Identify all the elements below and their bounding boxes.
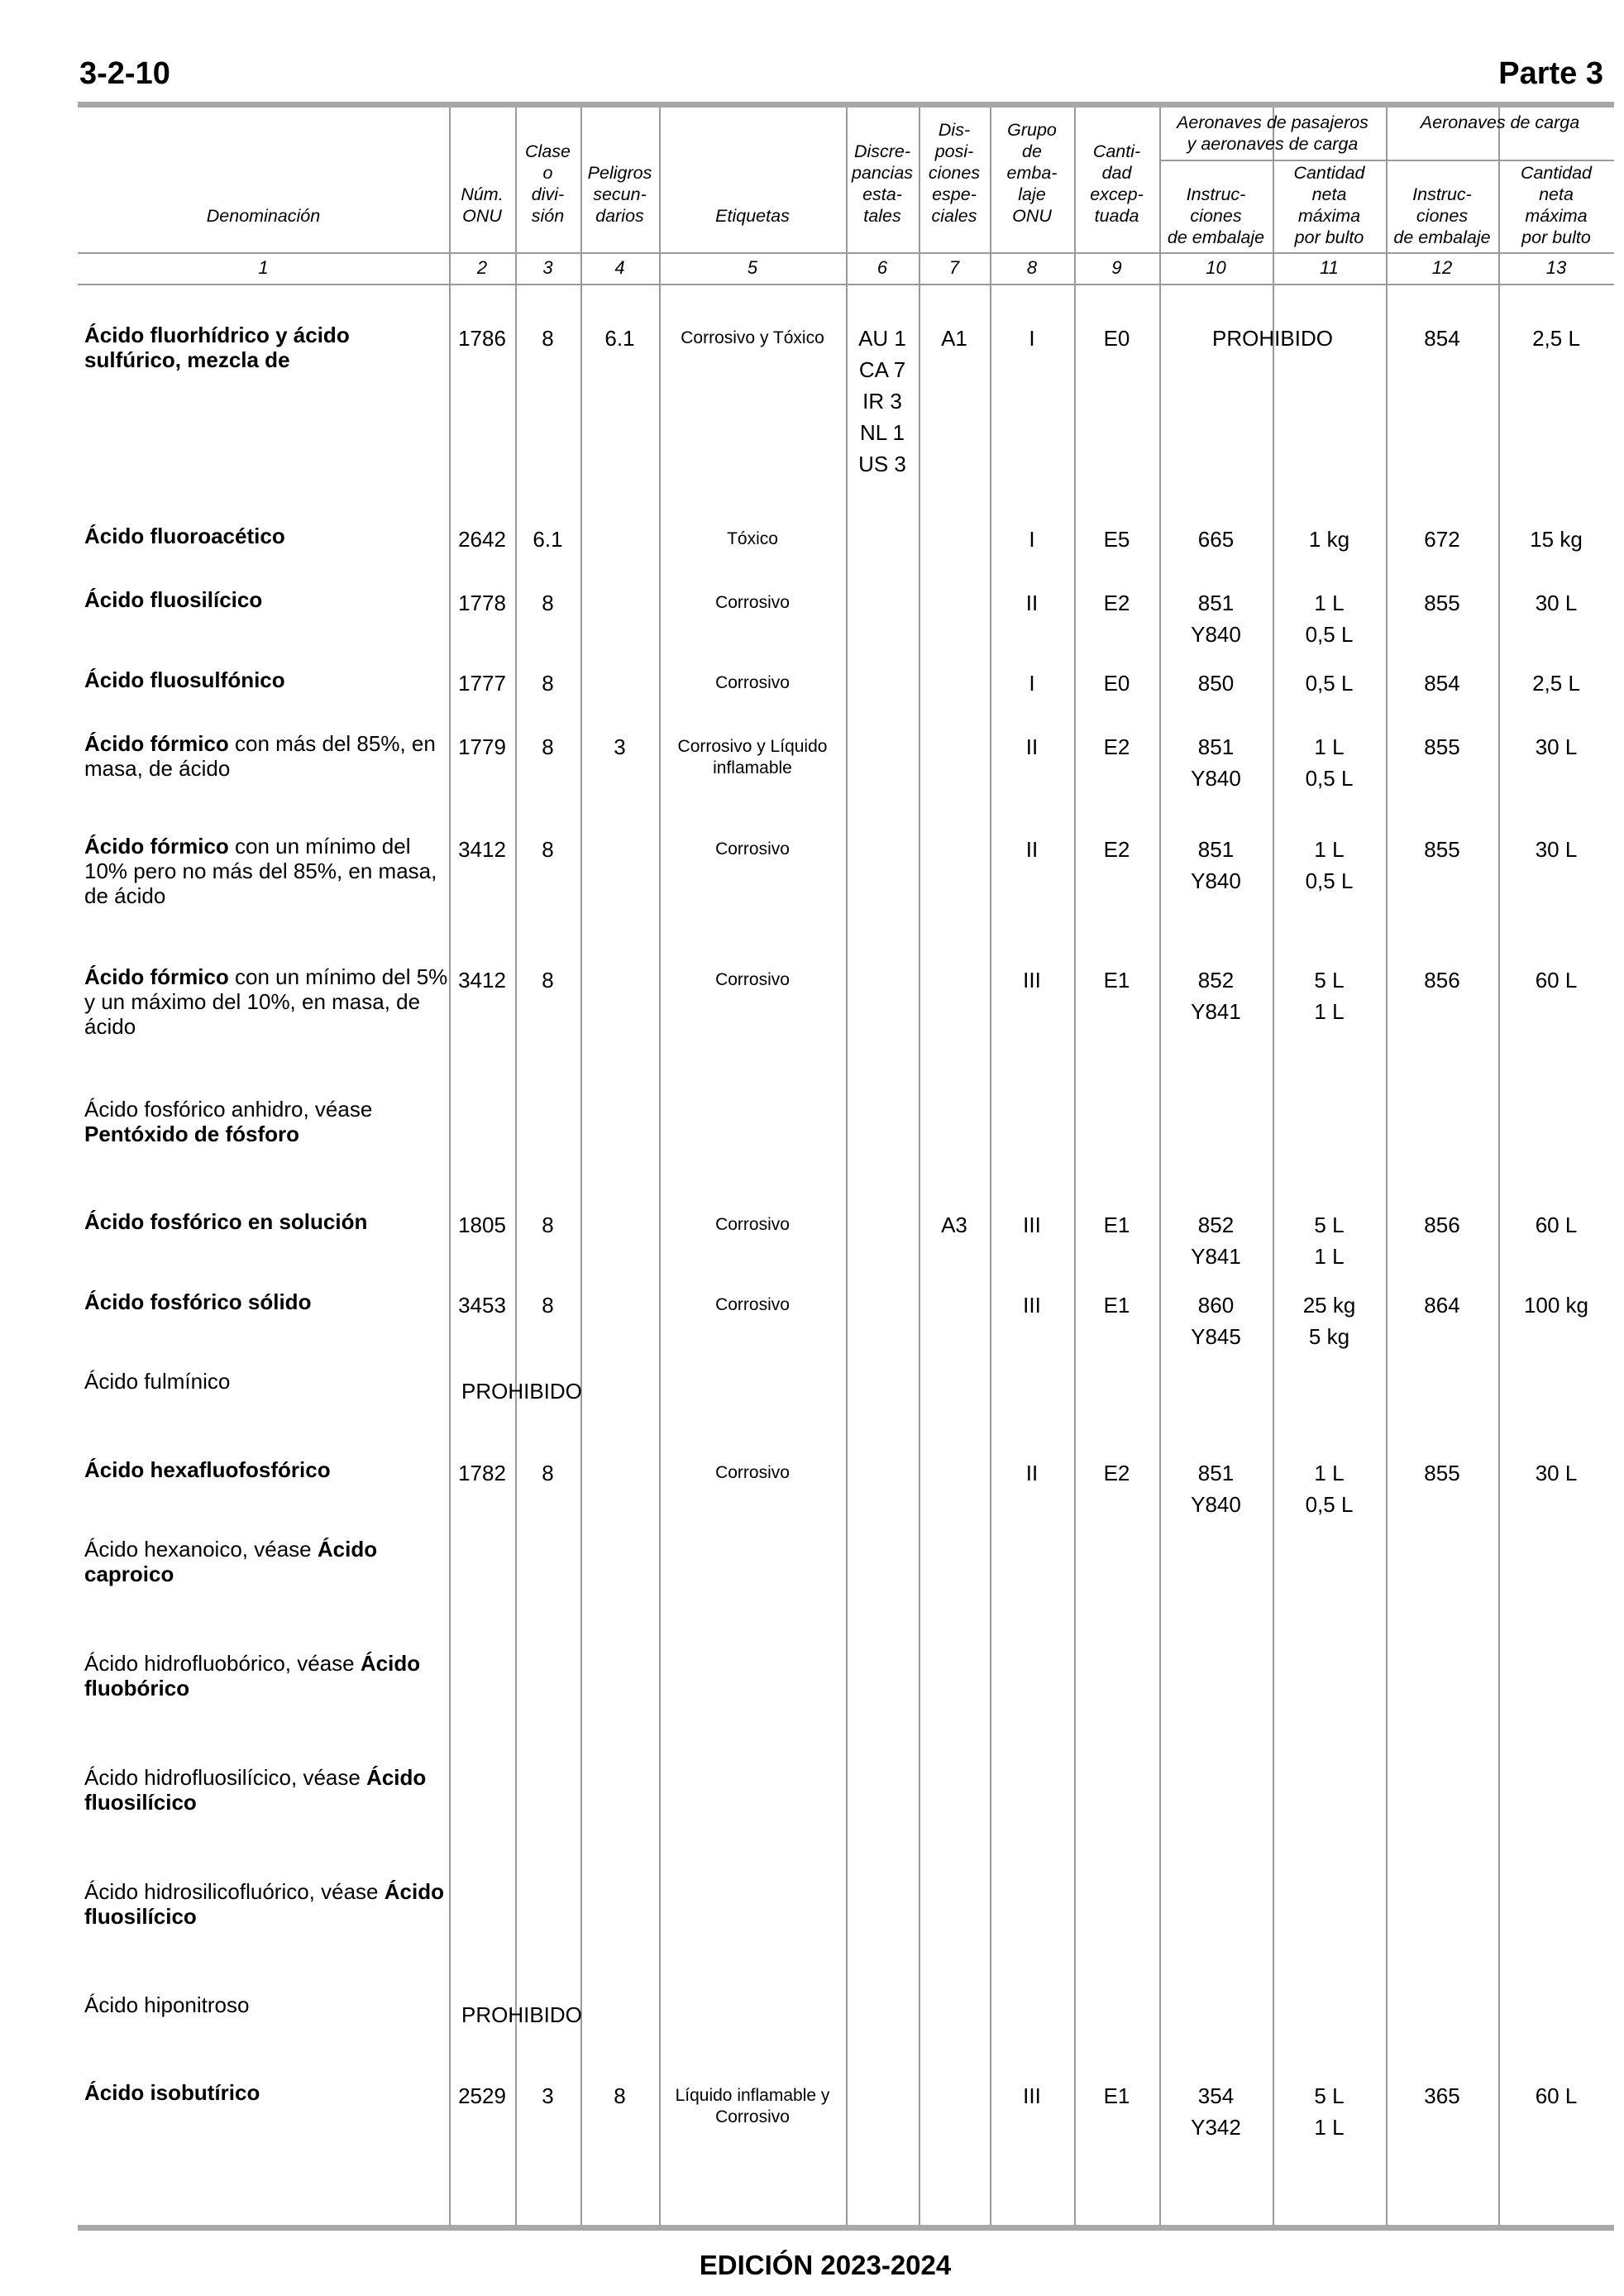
un-number: 3412 <box>458 968 506 993</box>
subsidiary-hazard: 8 <box>614 2083 626 2108</box>
row-name: Ácido hexafluofosfórico <box>84 1457 331 1482</box>
header-disposiciones: Dis- posi- ciones espe- ciales <box>928 120 981 226</box>
header-pax-instrucciones: Instruc- ciones de embalaje <box>1167 184 1265 247</box>
column-number: 8 <box>1026 257 1038 278</box>
pax-instruction: 851 Y840 <box>1191 837 1241 893</box>
labels: Tóxico <box>727 529 778 548</box>
cargo-quantity: 30 L <box>1535 1461 1578 1485</box>
header-denominacion: Denominación <box>206 206 321 226</box>
cargo-instruction: 855 <box>1424 591 1460 615</box>
row-name: Ácido fórmico con más del 85%, en masa, de ácido <box>84 731 436 781</box>
class: 8 <box>542 326 554 351</box>
packing-group: III <box>1023 1293 1041 1318</box>
group-header-rule <box>1159 160 1614 161</box>
un-number: 1805 <box>458 1213 506 1237</box>
row-name: Ácido fosfórico anhidro, véase Pentóxido de fósforo <box>84 1097 373 1146</box>
excepted-quantity: E1 <box>1103 1293 1130 1318</box>
class: 8 <box>542 671 554 696</box>
column-number: 2 <box>476 257 488 278</box>
edition-footer: EDICIÓN 2023-2024 <box>699 2250 952 2280</box>
dangerous-goods-table <box>78 108 1614 2225</box>
class: 8 <box>542 968 554 993</box>
col-divider <box>580 108 582 2225</box>
un-number: 1779 <box>458 734 506 759</box>
col-divider <box>1273 108 1274 2225</box>
pax-instruction: 851 Y840 <box>1191 1461 1241 1517</box>
labels: Corrosivo <box>715 1463 790 1482</box>
class: 8 <box>542 1461 554 1485</box>
labels: Corrosivo <box>715 673 790 692</box>
un-number: 1777 <box>458 671 506 696</box>
cargo-quantity: 2,5 L <box>1532 671 1580 696</box>
cargo-instruction: 856 <box>1424 1213 1460 1237</box>
labels: Corrosivo <box>715 1215 790 1234</box>
class: 6.1 <box>533 527 563 552</box>
header-cargo-cantidad: Cantidad neta máxima por bulto <box>1520 163 1593 247</box>
cargo-quantity: 15 kg <box>1530 527 1583 552</box>
column-number: 5 <box>747 257 758 278</box>
row-name: Ácido fosfórico en solución <box>84 1209 368 1234</box>
pax-quantity: 1 L 0,5 L <box>1305 1461 1354 1517</box>
class: 8 <box>542 591 554 615</box>
column-number: 12 <box>1431 257 1453 278</box>
cargo-quantity: 30 L <box>1535 591 1578 615</box>
column-number: 1 <box>258 257 269 278</box>
column-number: 6 <box>876 257 888 278</box>
column-number: 4 <box>614 257 625 278</box>
cargo-quantity: 60 L <box>1535 1213 1578 1237</box>
header-rule <box>78 252 1614 254</box>
excepted-quantity: E0 <box>1103 326 1130 351</box>
row-name: Ácido fluosulfónico <box>84 667 285 692</box>
row-name: Ácido hexanoico, véase Ácido caproico <box>84 1537 378 1586</box>
cargo-quantity: 30 L <box>1535 734 1578 759</box>
column-number: 13 <box>1545 257 1567 278</box>
cargo-quantity: 2,5 L <box>1532 326 1580 351</box>
pax-quantity: 5 L 1 L <box>1314 2083 1345 2140</box>
labels: Corrosivo y Tóxico <box>681 328 824 347</box>
row-name: Ácido isobutírico <box>84 2080 260 2105</box>
row-name: Ácido fórmico con un mínimo del 10% pero no más del 85%, en masa, de ácido <box>84 834 437 908</box>
subsidiary-hazard: 3 <box>614 734 626 759</box>
col-divider <box>659 108 661 2225</box>
pax-quantity: 1 kg <box>1308 527 1350 552</box>
header-peligros: Peligros secun- darios <box>587 163 652 226</box>
row-name: Ácido hiponitroso <box>84 1992 250 2017</box>
column-number: 7 <box>948 257 960 278</box>
packing-group: II <box>1025 734 1039 759</box>
pax-instruction: 860 Y845 <box>1191 1293 1241 1349</box>
class: 8 <box>542 734 554 759</box>
class: 8 <box>542 1293 554 1318</box>
header-carga-group: Aeronaves de carga <box>1420 112 1580 132</box>
packing-group: I <box>1029 326 1035 351</box>
excepted-quantity: E2 <box>1103 1461 1130 1485</box>
excepted-quantity: E2 <box>1103 734 1130 759</box>
header-etiquetas: Etiquetas <box>715 206 790 226</box>
header-cargo-instrucciones: Instruc- ciones de embalaje <box>1393 184 1491 247</box>
cargo-instruction: 854 <box>1424 671 1460 696</box>
cargo-quantity: 60 L <box>1535 2083 1578 2108</box>
row-name: Ácido fórmico con un mínimo del 5% y un máximo del 10%, en masa, de ácido <box>84 964 448 1039</box>
packing-group: II <box>1025 1461 1039 1485</box>
labels: Líquido inflamable y Corrosivo <box>675 2086 830 2126</box>
packing-group: I <box>1029 527 1035 552</box>
cargo-instruction: 365 <box>1424 2083 1460 2108</box>
packing-group: III <box>1023 2083 1041 2108</box>
labels: Corrosivo y Líquido inflamable <box>677 737 828 777</box>
col-divider <box>919 108 920 2225</box>
header-num-onu: Núm. ONU <box>461 184 504 226</box>
cargo-instruction: 855 <box>1424 1461 1460 1485</box>
cargo-instruction: 672 <box>1424 527 1460 552</box>
row-name: Ácido fluoroacético <box>84 524 285 548</box>
pax-quantity: 5 L 1 L <box>1314 1213 1345 1269</box>
cargo-quantity: 30 L <box>1535 837 1578 862</box>
prohibited-label: PROHIBIDO <box>461 1379 582 1404</box>
header-pasajeros-group: Aeronaves de pasajeros y aeronaves de carga <box>1177 112 1368 154</box>
col-divider <box>449 108 451 2225</box>
pax-quantity: 1 L 0,5 L <box>1305 591 1354 647</box>
prohibited-label: PROHIBIDO <box>461 2002 582 2027</box>
pax-instruction: 851 Y840 <box>1191 591 1241 647</box>
un-number: 2529 <box>458 2083 506 2108</box>
cargo-instruction: 855 <box>1424 837 1460 862</box>
pax-instruction: 850 <box>1197 671 1235 696</box>
un-number: 2642 <box>458 527 506 552</box>
un-number: 1786 <box>458 326 506 351</box>
row-name: Ácido hidrosilicofluórico, véase Ácido fluosilícico <box>84 1879 444 1929</box>
cargo-quantity: 100 kg <box>1523 1293 1589 1318</box>
pax-instruction: 852 Y841 <box>1191 1213 1241 1269</box>
pax-quantity: 1 L 0,5 L <box>1305 734 1354 791</box>
excepted-quantity: E0 <box>1103 671 1130 696</box>
pax-prohibited: PROHIBIDO <box>1212 326 1333 351</box>
un-number: 1778 <box>458 591 506 615</box>
class: 8 <box>542 1213 554 1237</box>
excepted-quantity: E5 <box>1103 527 1130 552</box>
column-number: 10 <box>1206 257 1226 278</box>
special-provisions: A1 <box>941 326 967 351</box>
header-clase: Clase o divi- sión <box>525 141 571 226</box>
pax-instruction: 851 Y840 <box>1191 734 1241 791</box>
pax-quantity: 1 L 0,5 L <box>1305 837 1354 893</box>
pax-instruction: 665 <box>1197 527 1235 552</box>
packing-group: II <box>1025 837 1039 862</box>
header-pax-cantidad: Cantidad neta máxima por bulto <box>1293 163 1365 247</box>
cargo-instruction: 855 <box>1424 734 1460 759</box>
row-name: Ácido fluosilícico <box>84 587 263 612</box>
cargo-quantity: 60 L <box>1535 968 1578 993</box>
row-name: Ácido hidrofluobórico, véase Ácido fluobórico <box>84 1651 421 1700</box>
row-name: Ácido fluorhídrico y ácido sulfúrico, mezcla de <box>84 323 350 372</box>
special-provisions: A3 <box>941 1213 967 1237</box>
pax-instruction: 852 Y841 <box>1191 968 1241 1024</box>
col-divider <box>1498 108 1500 2225</box>
labels: Corrosivo <box>715 839 790 859</box>
top-rule <box>78 102 1614 108</box>
class: 3 <box>542 2083 554 2108</box>
cargo-instruction: 854 <box>1424 326 1460 351</box>
cargo-instruction: 864 <box>1424 1293 1460 1318</box>
column-number: 3 <box>542 257 553 278</box>
pax-quantity: 5 L 1 L <box>1314 968 1345 1024</box>
excepted-quantity: E1 <box>1103 1213 1130 1237</box>
section-number: 3-2-10 <box>79 56 170 91</box>
bottom-rule <box>78 2225 1614 2231</box>
packing-group: III <box>1023 968 1041 993</box>
cargo-instruction: 856 <box>1424 968 1460 993</box>
excepted-quantity: E2 <box>1103 837 1130 862</box>
column-number: 11 <box>1320 257 1339 278</box>
packing-group: II <box>1025 591 1039 615</box>
col-divider <box>1159 108 1161 2225</box>
part-label: Parte 3 <box>1498 56 1603 91</box>
packing-group: III <box>1023 1213 1041 1237</box>
row-name: Ácido fulmínico <box>84 1369 231 1394</box>
state-variations: AU 1 CA 7 IR 3 NL 1 US 3 <box>858 326 906 476</box>
col-divider <box>990 108 991 2225</box>
class: 8 <box>542 837 554 862</box>
labels: Corrosivo <box>715 593 790 612</box>
col-divider <box>515 108 517 2225</box>
row-name: Ácido hidrofluosilícico, véase Ácido fluosilícico <box>84 1765 427 1815</box>
column-number: 9 <box>1111 257 1122 278</box>
excepted-quantity: E2 <box>1103 591 1130 615</box>
col-divider <box>1074 108 1076 2225</box>
excepted-quantity: E1 <box>1103 2083 1130 2108</box>
packing-group: I <box>1029 671 1035 696</box>
labels: Corrosivo <box>715 1295 790 1314</box>
row-name: Ácido fosfórico sólido <box>84 1289 312 1314</box>
colnum-rule <box>78 284 1614 285</box>
un-number: 3412 <box>458 837 506 862</box>
labels: Corrosivo <box>715 970 790 989</box>
excepted-quantity: E1 <box>1103 968 1130 993</box>
subsidiary-hazard: 6.1 <box>604 326 635 351</box>
pax-quantity: 25 kg 5 kg <box>1302 1293 1356 1349</box>
pax-instruction: 354 Y342 <box>1191 2083 1241 2140</box>
un-number: 3453 <box>458 1293 506 1318</box>
un-number: 1782 <box>458 1461 506 1485</box>
pax-quantity: 0,5 L <box>1305 671 1354 696</box>
header-cantidad-exceptuada: Canti- dad excep- tuada <box>1090 141 1144 226</box>
col-divider <box>1386 108 1388 2225</box>
header-discrepancias: Discre- pancias esta- tales <box>851 141 914 226</box>
header-grupo: Grupo de emba- laje ONU <box>1006 120 1058 226</box>
